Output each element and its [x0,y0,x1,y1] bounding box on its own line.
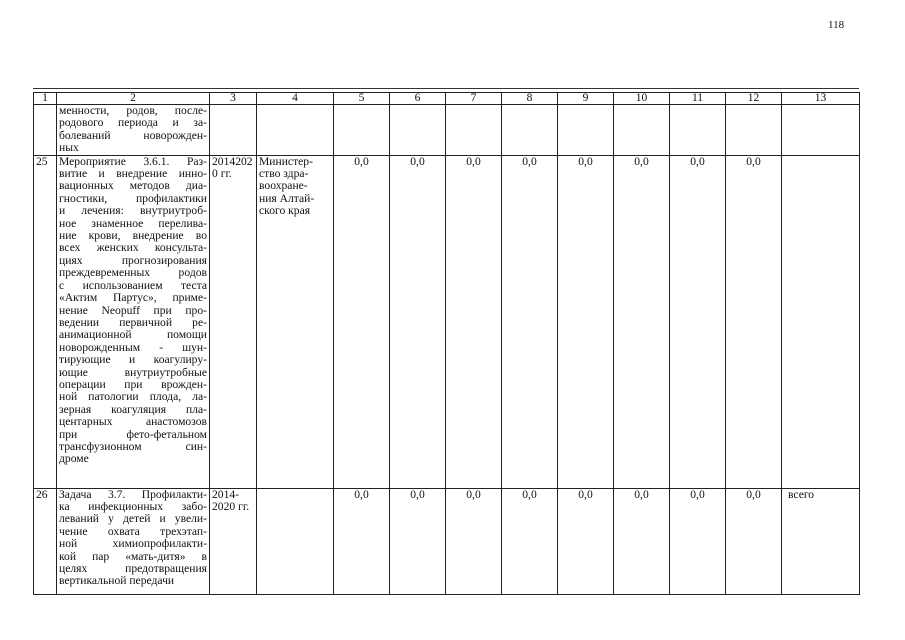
value-cell: 0,0 [614,155,670,488]
top-rule [33,88,859,89]
cell-line: 2014- [212,488,240,501]
cell-line: дроме [59,452,89,466]
value-cell: 0,0 [390,155,446,488]
cell-line: трансфузионном син- [59,439,207,453]
cell-line: воохране- [259,179,308,193]
row-number: 26 [34,488,57,594]
value-cell [446,105,502,156]
row-description [57,488,210,594]
value-cell: 0,0 [558,488,614,594]
value-cell: 0,0 [446,155,502,488]
cell-line: ния Алтай- [259,191,315,205]
row-number: 25 [34,155,57,488]
cell-line: центарных анастомозов [59,415,207,429]
column-header: 1 [34,93,57,105]
cell-line: анимационной помощи [59,328,207,342]
funding-source [782,155,860,488]
cell-line: ных [59,141,79,155]
cell-line: болеваний новорожден- [59,128,207,142]
cell-line: менности, родов, после- [59,104,207,117]
value-cell [502,105,558,156]
cell-line: ние крови, внедрение во [59,229,207,243]
cell-line: Мероприятие 3.6.1. Раз- [59,155,207,168]
cell-line: Министер- [259,155,313,168]
cell-line: ной патологии плода, ла- [59,390,207,404]
value-cell [334,105,390,156]
cell-line: 2014202 [212,155,253,168]
cell-line: зерная коагуляция пла- [59,402,207,416]
cell-line: вационных методов диа- [59,179,207,193]
cell-line: ского края [259,204,311,218]
column-header: 9 [558,93,614,105]
cell-line: новорожденным - шун- [59,340,207,354]
column-header: 2 [57,93,210,105]
value-cell: 0,0 [446,488,502,594]
value-cell: 0,0 [726,488,782,594]
column-header: 11 [670,93,726,105]
row-years [210,488,257,594]
budget-table [33,92,860,595]
cell-line: Задача 3.7. Профилакти- [59,488,207,501]
value-cell: 0,0 [726,155,782,488]
cell-line: чение охвата трехэтап- [59,524,207,538]
table-row [34,155,860,488]
value-cell: 0,0 [614,488,670,594]
cell-line: с использованием теста [59,278,207,292]
value-cell: 0,0 [502,155,558,488]
cell-line: при фето-фетальном [59,427,207,441]
cell-line: вертикальной передачи [59,574,175,588]
row-description [57,105,210,156]
value-cell: 0,0 [390,488,446,594]
value-cell [614,105,670,156]
column-header: 10 [614,93,670,105]
cell-line: леваний у детей и увели- [59,512,207,526]
cell-line: всех женских консульта- [59,241,207,255]
cell-line: ющие внутриутробные [59,365,207,379]
value-cell: 0,0 [334,488,390,594]
column-header: 13 [782,93,860,105]
cell-line: витие и внедрение инно- [59,167,207,181]
table-row [34,105,860,156]
cell-line: 2020 гг. [212,500,250,514]
row-executor [257,105,334,156]
cell-line: ной химиопрофилакти- [59,537,207,551]
value-cell [726,105,782,156]
cell-line: 0 гг. [212,167,232,181]
value-cell: 0,0 [502,488,558,594]
value-cell [670,105,726,156]
row-years [210,105,257,156]
value-cell [558,105,614,156]
cell-line: родового периода и за- [59,116,207,130]
page-number: 118 [828,19,845,31]
funding-source [782,105,860,156]
row-years [210,155,257,488]
cell-line: и лечения: внутриутроб- [59,204,207,218]
cell-line: тирующие и коагулиру- [59,353,207,367]
cell-line: операции при врожден- [59,377,207,391]
cell-line: кой пар «мать-дитя» в [59,549,207,563]
value-cell: 0,0 [670,488,726,594]
column-header: 4 [257,93,334,105]
value-cell: 0,0 [334,155,390,488]
value-cell: 0,0 [670,155,726,488]
column-header: 3 [210,93,257,105]
column-header: 8 [502,93,558,105]
column-header: 5 [334,93,390,105]
column-header: 6 [390,93,446,105]
table-row [34,488,860,594]
cell-line: целях предотвращения [59,562,207,576]
row-executor [257,155,334,488]
cell-line: ное знаменное перелива- [59,216,207,230]
cell-line: ство здра- [259,167,309,181]
cell-line: нение Neopuff при про- [59,303,207,317]
funding-source: всего [782,488,860,594]
cell-line: ведении первичной ре- [59,315,207,329]
cell-line: «Актим Партус», приме- [59,291,207,305]
cell-line: преждевременных родов [59,266,207,280]
cell-line: циях прогнозирования [59,253,207,267]
row-description [57,155,210,488]
value-cell: 0,0 [558,155,614,488]
row-number [34,105,57,156]
cell-line: гностики, профилактики [59,191,207,205]
cell-line: ка инфекционных забо- [59,500,207,514]
row-executor [257,488,334,594]
value-cell [390,105,446,156]
header-row [34,93,860,105]
column-header: 7 [446,93,502,105]
column-header: 12 [726,93,782,105]
